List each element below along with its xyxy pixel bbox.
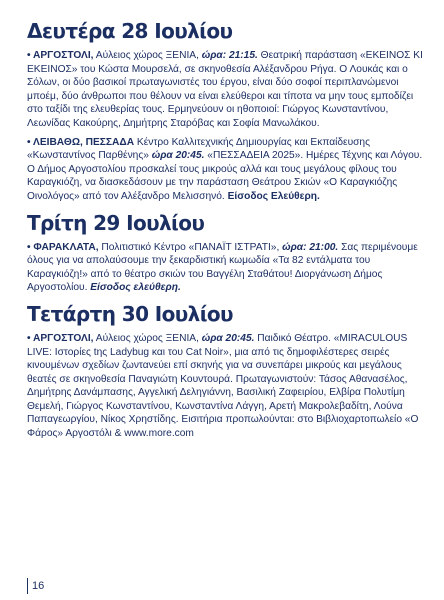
emphasis-text: Είσοδος Ελεύθερη. (227, 190, 320, 202)
day-heading: Δευτέρα 28 Ιουλίου (27, 19, 233, 43)
bullet-icon: • (27, 50, 34, 61)
body-text: Κέντρο Καλλιτεχνικής Δημιουργίας και Εκπαίδευσης «Κωνσταντίνος Παρθένης» (27, 136, 371, 162)
day-section-wednesday (27, 301, 425, 441)
day-heading: Τετάρτη 30 Ιουλίου (27, 301, 233, 326)
emphasis-text: ΦΑΡΑΚΛΑΤΑ, (33, 241, 99, 253)
day-heading: Τρίτη 29 Ιουλίου (27, 210, 205, 235)
event-entry (27, 49, 425, 131)
day-section-monday (27, 18, 425, 204)
emphasis-text: ώρα: 21:15. (201, 50, 258, 61)
body-text: Σας περιμένουμε όλους για να απολαύσουμε την ξεκαρδιστική κωμωδία «Τα 82 εντάλματα του Καραγκιόζη!» από το θέατρο σκιών του Βαγγέλη Σταθάτου! Διοργάνωση Δήμος Αργοστολίου. (27, 241, 418, 294)
bullet-icon: • (27, 332, 34, 344)
emphasis-text: ΛΕΙΒΑΘΩ, ΠΕΣΣΑΔΑ (33, 136, 135, 148)
emphasis-text: ΑΡΓΟΣΤΟΛΙ, (33, 332, 94, 344)
body-text: Θεατρική παράσταση «ΕΚΕΙΝΟΣ ΚΙ ΕΚΕΙΝΟΣ» του Κώστα Μουρσελά, σε σκηνοθεσία Αλέξανδρου Ρήγα. Ο Λουκάς και ο Σόλων, οι δύο βασικοί πρωταγωνιστές του έργου, είναι δύο σοφοί περιπλανώμενοι μποέμ, δύο άνθρωποι που θέλουν να είναι ελεύθεροι και τίποτα να μην τους εμποδίζει στο ταξίδι της ελευθερίας τους. Ερμηνεύουν οι ηθοποιοί: Γιώργος Κωνσταντίνου, Λεωνίδας Κακούρης, Δημήτρης Σταρόβας και Σοφία Μανωλάκου. (27, 50, 423, 129)
bullet-icon: • (27, 241, 34, 253)
event-entry (27, 241, 425, 295)
emphasis-text: ώρα 20:45. (201, 332, 255, 344)
day-section-tuesday (27, 210, 425, 295)
emphasis-text: ώρα 20:45. (151, 150, 205, 162)
emphasis-text: Είσοδος ελεύθερη. (90, 282, 181, 294)
body-text: Αύλειος χώρος ΞΕΝΙΑ, (93, 50, 202, 61)
emphasis-text: ΑΡΓΟΣΤΟΛΙ, (33, 50, 94, 61)
page-number: 16 (27, 578, 44, 594)
body-text: Παιδικό Θέατρο. «MIRACULOUS LIVE: Ιστορίες tης Ladybug και του Cat Noir», μια από τις δημοφιλέστερες σειρές κινουμένων σχεδίων ζωντανεύει επί σκηνής για να συνεπάρει μικρούς και μεγάλους θεατές σε σκηνοθεσία Παναγιώτη Κουντουρά. Πρωταγωνιστούν: Τάσος Αθανασέλος, Δημήτρης Δανάμπασης, Αγγελική Δεληγιάννη, Βασιλική Ζαφειρίου, Ελβίρα Πολυτίμη Θεμελή, Γιώργος Κωνσταντίνου, Κωνσταντίνα Λάγγη, Αρετή Μακρολεβαδίτη, Λούνα Παπαγεωργίου, Νίκος Χρηστίδης. Εισιτήρια προπωλούνται: στο Βιβλιοχαρτοπωλείο «Ο Φάρος» Αργοστόλι & www.more.com (27, 332, 419, 440)
event-entry (27, 332, 425, 441)
schedule-page (27, 18, 425, 447)
emphasis-text: ώρα: 21:00. (282, 241, 339, 253)
event-entry (27, 136, 425, 204)
body-text: «ΠΕΣΣΑΔΕΙΑ 2025». Ημέρες Τέχνης και Λόγου. Ο Δήμος Αργοστολίου προσκαλεί τους μικρούς αλλά και τους μεγάλους φίλους του Καραγκιόζη, να διασκεδάσουν με την παράσταση Θεάτρου Σκιών «Ο Καραγκιόζης Οινολόγος» από τον Αλέξανδρο Μελισσηνό. (27, 150, 423, 202)
body-text: Αύλειος χώρος ΞΕΝΙΑ, (93, 332, 202, 344)
body-text: Πολιτιστικό Κέντρο «ΠΑΝΑΪΤ ΙΣΤΡΑΤΙ», (98, 241, 283, 253)
bullet-icon: • (27, 136, 34, 148)
